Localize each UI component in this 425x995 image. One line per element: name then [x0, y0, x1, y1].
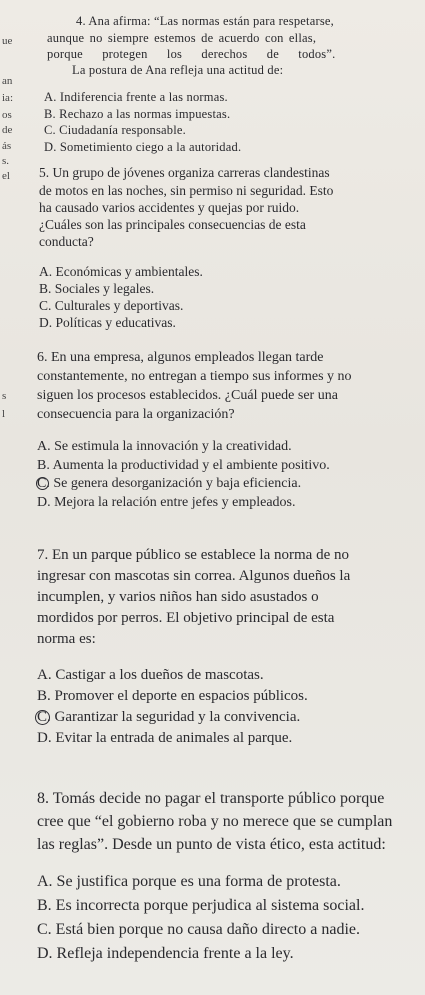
- margin-fragment: de: [2, 124, 13, 136]
- question-8-option-b[interactable]: B. Es incorrecta porque perjudica al sistema social.: [37, 897, 365, 914]
- question-4-text-line: porque protegen los derechos de todos”.: [47, 47, 336, 61]
- margin-fragment: s: [2, 390, 7, 402]
- question-5-text-line: conducta?: [39, 234, 94, 249]
- question-5-text-line: de motos en las noches, sin permiso ni seguridad. Esto: [39, 183, 334, 198]
- margin-fragment: ás: [2, 140, 12, 152]
- question-4-text-line: aunque no siempre estemos de acuerdo con ellas,: [47, 31, 317, 45]
- question-5-text-line: ¿Cuáles son las principales consecuencias de esta: [39, 217, 306, 232]
- question-8-option-d[interactable]: D. Refleja independencia frente a la ley.: [37, 945, 294, 962]
- margin-fragment: s.: [2, 155, 10, 167]
- question-4-text-line: 4. Ana afirma: “Las normas están para respetarse,: [76, 14, 334, 28]
- question-7-text-line: incumplen, y varios niños han sido asustados o: [37, 589, 319, 605]
- margin-fragment: ue: [2, 35, 13, 47]
- question-4-option-b[interactable]: B. Rechazo a las normas impuestas.: [44, 107, 231, 121]
- question-7-option-b[interactable]: B. Promover el deporte en espacios públicos.: [37, 688, 308, 704]
- question-7-option-a[interactable]: A. Castigar a los dueños de mascotas.: [37, 667, 264, 683]
- question-6-option-b[interactable]: B. Aumenta la productividad y el ambiente positivo.: [37, 458, 330, 473]
- question-8-text-line: 8. Tomás decide no pagar el transporte público porque: [37, 790, 385, 807]
- question-4-option-c[interactable]: C. Ciudadanía responsable.: [44, 123, 186, 137]
- question-7-option-d[interactable]: D. Evitar la entrada de animales al parque.: [37, 730, 293, 746]
- question-6-text-line: siguen los procesos establecidos. ¿Cuál puede ser una: [37, 388, 338, 403]
- question-7-text-line: norma es:: [37, 631, 96, 647]
- question-7-text-line: ingresar con mascotas sin correa. Algunos dueños la: [37, 568, 351, 584]
- margin-fragment: os: [2, 109, 12, 121]
- question-6-option-c[interactable]: C. Se genera desorganización y baja eficiencia.: [37, 476, 302, 491]
- question-8-option-a[interactable]: A. Se justifica porque es una forma de protesta.: [37, 873, 341, 890]
- question-5-option-a[interactable]: A. Económicas y ambientales.: [39, 264, 203, 279]
- question-8-option-c[interactable]: C. Está bien porque no causa daño directo a nadie.: [37, 921, 360, 938]
- margin-fragment: el: [2, 170, 10, 182]
- question-4-option-a[interactable]: A. Indiferencia frente a las normas.: [44, 90, 228, 104]
- question-5-option-d[interactable]: D. Políticas y educativas.: [39, 315, 176, 330]
- question-7-text-line: 7. En un parque público se establece la norma de no: [37, 547, 349, 563]
- question-5-text-line: ha causado varios accidentes y quejas por ruido.: [39, 200, 300, 215]
- question-8-text-line: cree que “el gobierno roba y no merece que se cumplan: [37, 813, 393, 830]
- question-6-option-a[interactable]: A. Se estimula la innovación y la creatividad.: [37, 439, 292, 454]
- question-6-text-line: 6. En una empresa, algunos empleados llegan tarde: [37, 350, 324, 365]
- question-5-option-b[interactable]: B. Sociales y legales.: [39, 281, 155, 296]
- question-7-option-c[interactable]: C. Garantizar la seguridad y la convivencia.: [37, 709, 301, 725]
- question-7-text-line: mordidos por perros. El objetivo principal de esta: [37, 610, 335, 626]
- margin-fragment: ia:: [2, 92, 13, 104]
- question-4-option-d[interactable]: D. Sometimiento ciego a la autoridad.: [44, 140, 242, 154]
- question-6-text-line: consecuencia para la organización?: [37, 407, 235, 422]
- question-6-option-d[interactable]: D. Mejora la relación entre jefes y empleados.: [37, 495, 296, 510]
- question-8-text-line: las reglas”. Desde un punto de vista ético, esta actitud:: [37, 836, 386, 853]
- question-5-option-c[interactable]: C. Culturales y deportivas.: [39, 298, 184, 313]
- margin-fragment: an: [2, 75, 13, 87]
- question-4-text-line: La postura de Ana refleja una actitud de:: [72, 63, 284, 77]
- question-5-text-line: 5. Un grupo de jóvenes organiza carreras clandestinas: [39, 165, 330, 180]
- margin-fragment: l: [2, 408, 6, 420]
- question-6-text-line: constantemente, no entregan a tiempo sus informes y no: [37, 369, 352, 384]
